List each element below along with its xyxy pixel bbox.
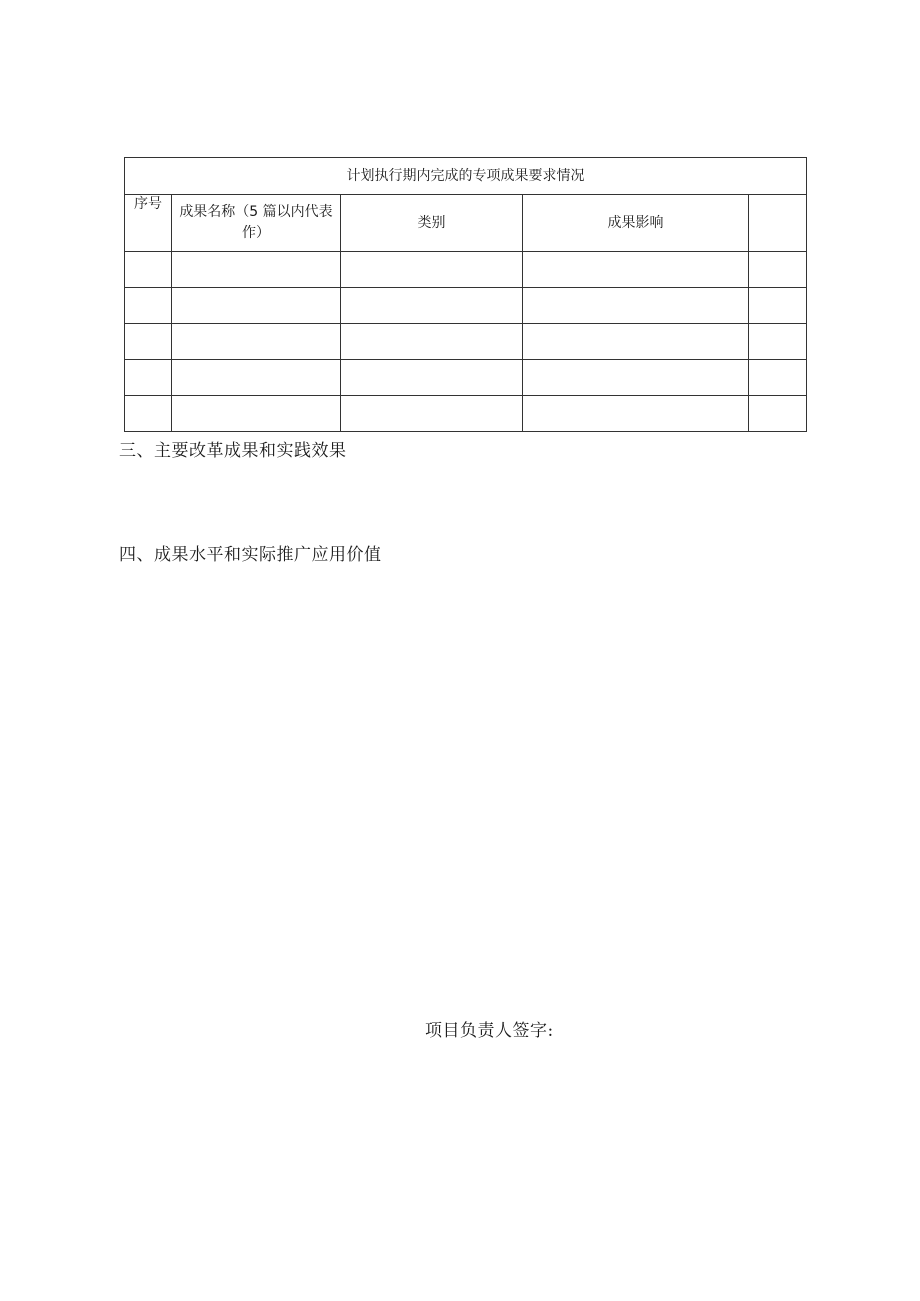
table-row (125, 396, 807, 432)
table-header-row (125, 195, 807, 252)
section-heading-four: 四、成果水平和实际推广应用价值 (119, 545, 382, 565)
table-cell[interactable] (172, 324, 341, 360)
table-cell[interactable] (749, 252, 807, 288)
table-cell[interactable] (125, 396, 172, 432)
table-cell[interactable] (125, 324, 172, 360)
table-cell[interactable] (523, 324, 749, 360)
table-cell[interactable] (172, 288, 341, 324)
table-cell[interactable] (125, 360, 172, 396)
header-impact: 成果影响 (523, 195, 749, 252)
table-cell[interactable] (172, 396, 341, 432)
table-cell[interactable] (341, 360, 523, 396)
table-cell[interactable] (341, 324, 523, 360)
table-row (125, 324, 807, 360)
table-row (125, 252, 807, 288)
table-cell[interactable] (341, 252, 523, 288)
table-cell[interactable] (749, 288, 807, 324)
table-cell[interactable] (523, 396, 749, 432)
table-cell[interactable] (523, 252, 749, 288)
table-cell[interactable] (749, 324, 807, 360)
table-cell[interactable] (523, 288, 749, 324)
header-seq: 序号 (125, 195, 172, 252)
table-cell[interactable] (749, 360, 807, 396)
table-row (125, 360, 807, 396)
table-row (125, 288, 807, 324)
table-title: 计划执行期内完成的专项成果要求情况 (125, 158, 807, 195)
signature-label: 项目负责人签字: (425, 1021, 554, 1041)
table-cell[interactable] (749, 396, 807, 432)
table-cell[interactable] (125, 288, 172, 324)
table-cell[interactable] (341, 396, 523, 432)
table-cell[interactable] (172, 360, 341, 396)
header-name: 成果名称（5 篇以内代表作） (172, 195, 341, 252)
table-cell[interactable] (341, 288, 523, 324)
table-cell[interactable] (172, 252, 341, 288)
header-extra (749, 195, 807, 252)
table-cell[interactable] (523, 360, 749, 396)
header-category: 类别 (341, 195, 523, 252)
section-heading-three: 三、主要改革成果和实践效果 (119, 441, 347, 461)
table-title-row (125, 158, 807, 195)
achievements-table (124, 157, 807, 432)
table-cell[interactable] (125, 252, 172, 288)
